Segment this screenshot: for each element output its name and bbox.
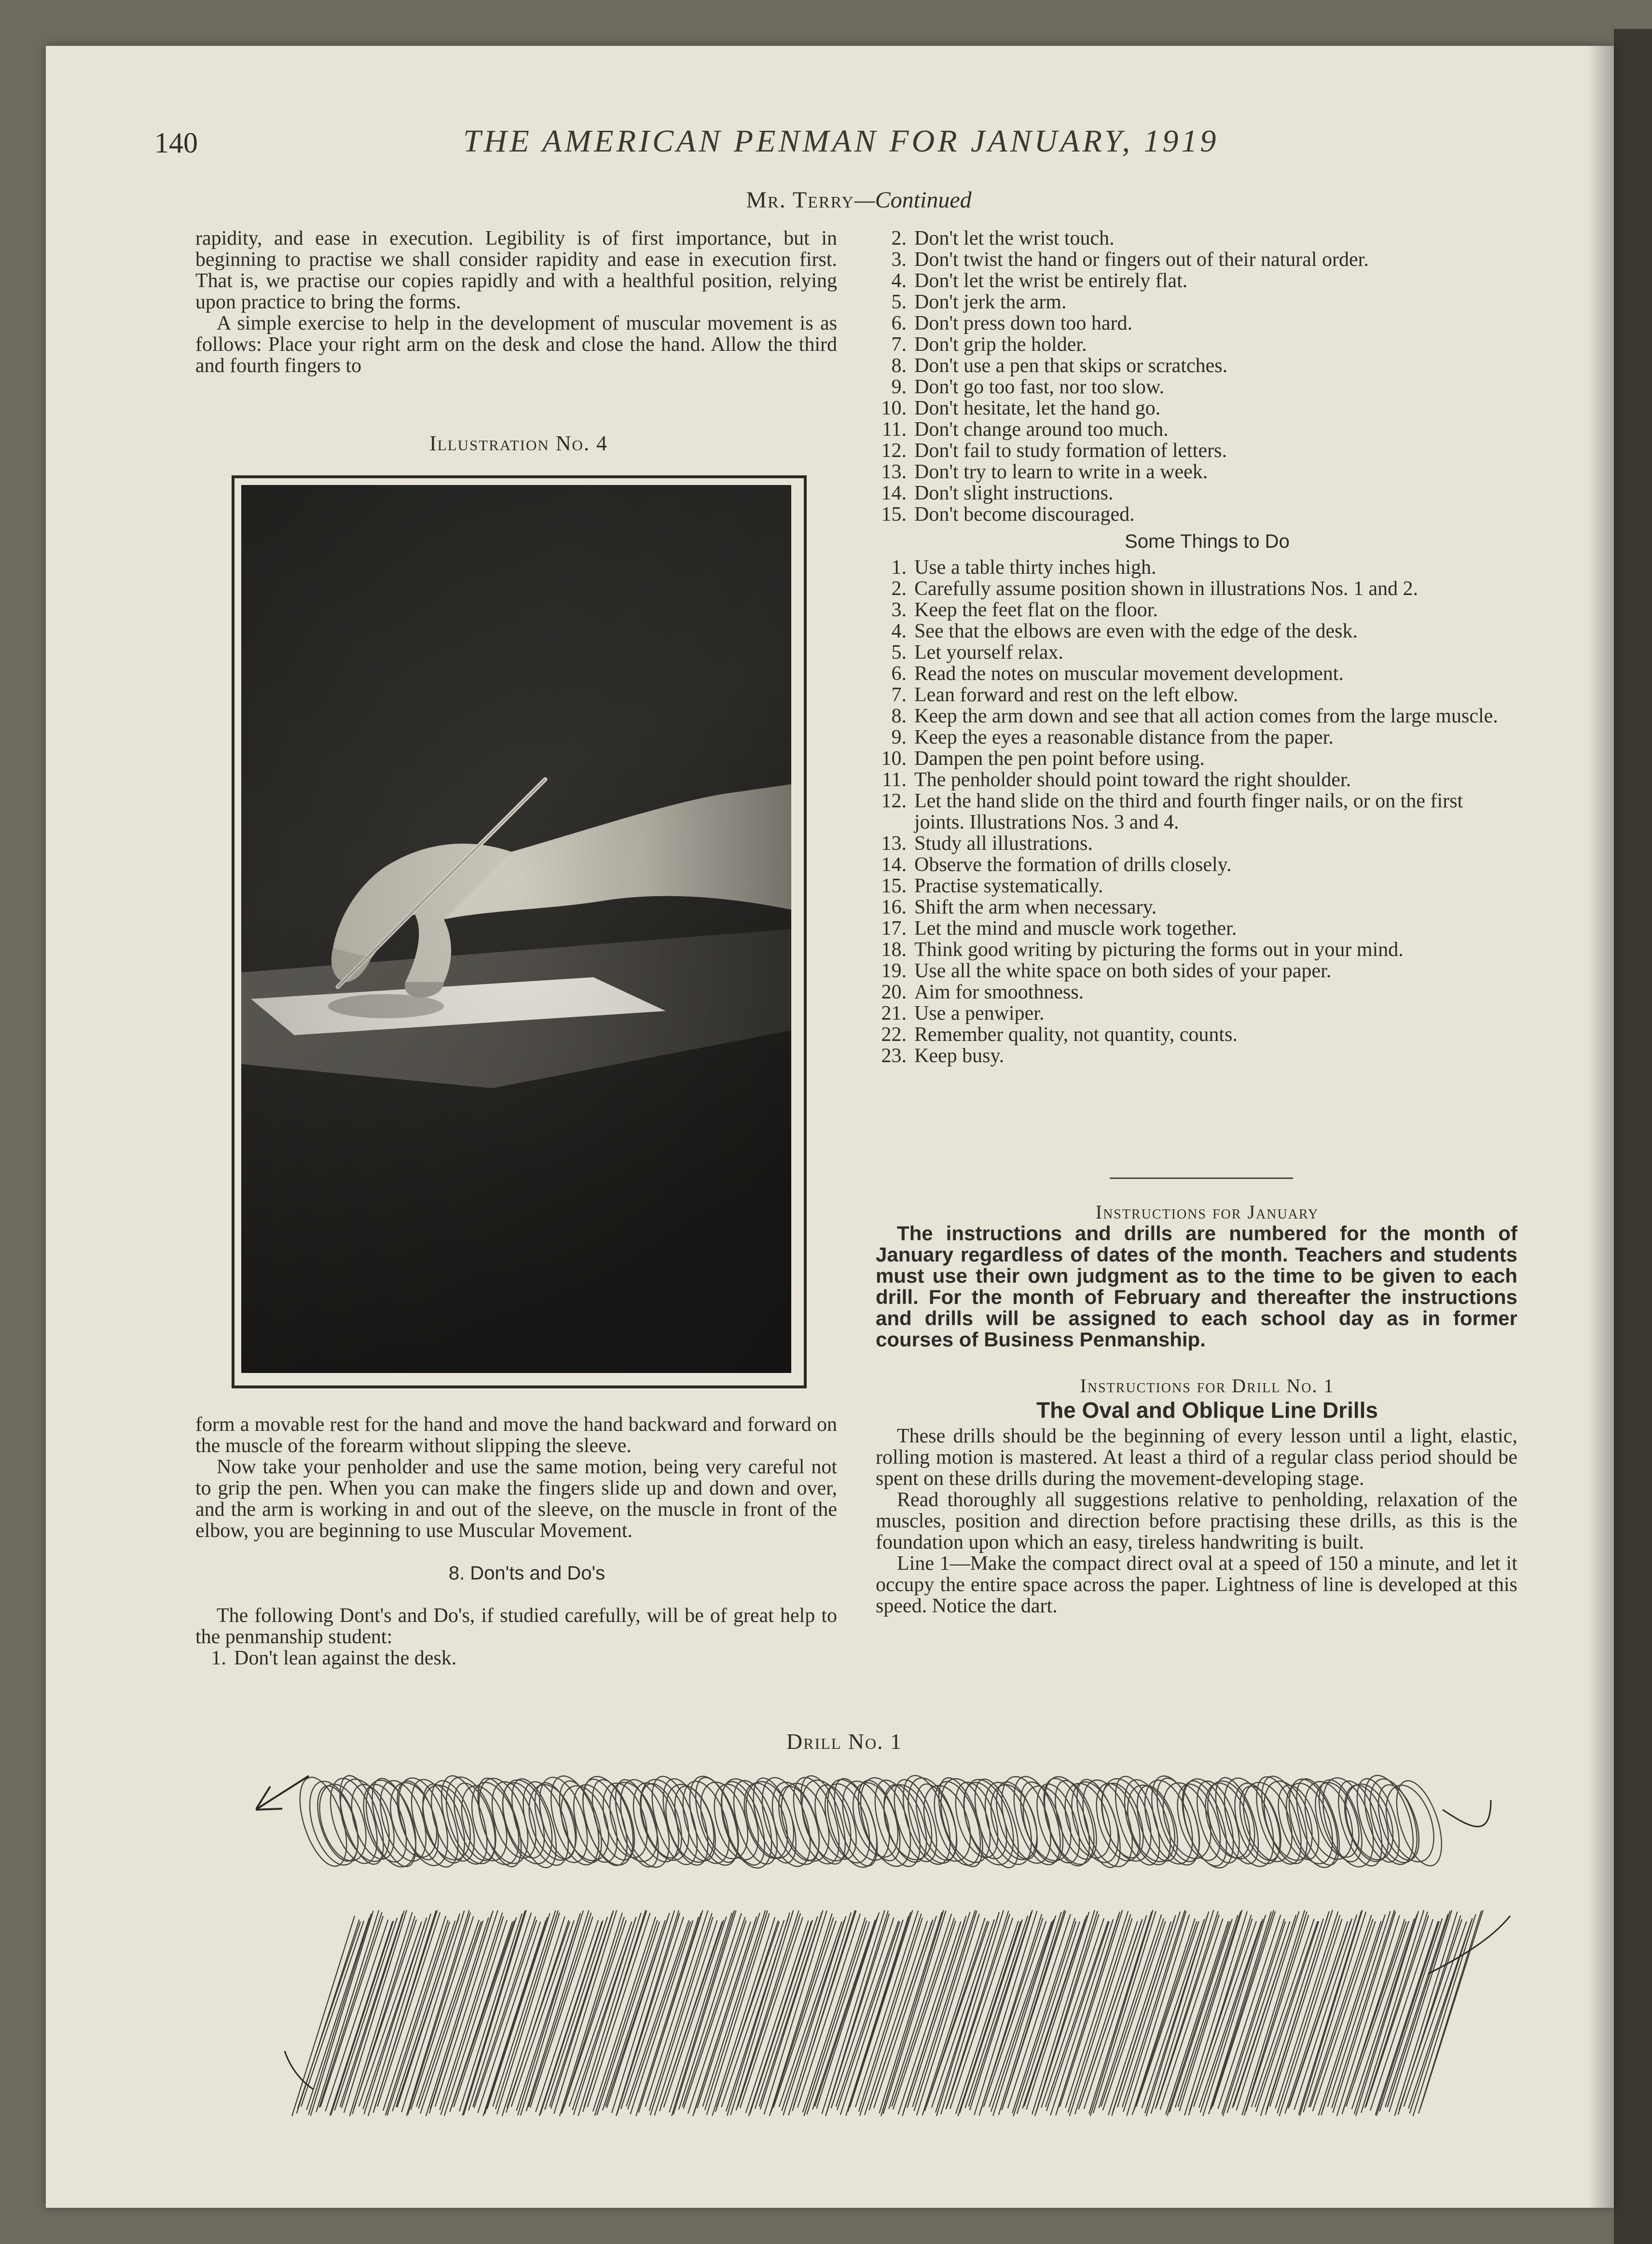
list-item-text: Don't let the wrist touch.: [914, 227, 1115, 249]
oblique-stroke: [334, 1918, 397, 2111]
right-column: [876, 228, 1517, 1067]
list-item-text: Read the notes on muscular movement development.: [914, 663, 1344, 685]
list-item-text: Study all illustrations.: [914, 832, 1093, 855]
oblique-stroke: [703, 1911, 766, 2107]
oblique-stroke: [1218, 1915, 1280, 2109]
left-column-intro: [195, 228, 837, 376]
list-item: [876, 557, 1517, 578]
list-item-text: Don't hesitate, let the hand go.: [914, 397, 1161, 419]
oblique-stroke: [697, 1913, 760, 2108]
list-item-number: 7.: [891, 684, 907, 706]
oblique-line-drill: [292, 1910, 1483, 2116]
hand-writing-photo-image: [241, 485, 791, 1373]
donts-and-dos-heading: 8. Don'ts and Do's: [448, 1563, 606, 1584]
list-item-number: 4.: [891, 620, 907, 642]
donts-list-start: [195, 1648, 837, 1669]
list-item-number: 14.: [881, 854, 907, 876]
oblique-stroke: [730, 1911, 793, 2115]
list-item-number: 6.: [891, 663, 907, 685]
list-item: [876, 270, 1517, 291]
list-item: [876, 228, 1517, 249]
list-item-text: Let yourself relax.: [914, 641, 1064, 664]
oblique-stroke: [578, 1913, 641, 2116]
list-item-number: 2.: [891, 227, 907, 249]
oval-stroke: [816, 1778, 878, 1868]
oblique-stroke: [1395, 1912, 1458, 2116]
drill-illustration: [256, 1757, 1520, 2133]
oblique-stroke: [965, 1916, 1028, 2108]
book-spine: [1614, 29, 1652, 2244]
oval-stroke: [611, 1774, 678, 1873]
drill1-heading: Instructions for Drill No. 1: [1080, 1375, 1335, 1397]
dos-list: [876, 557, 1517, 1067]
january-section: [876, 1202, 1517, 1617]
list-item: [876, 461, 1517, 483]
list-item-text: Practise systematically.: [914, 875, 1103, 897]
list-item: [876, 748, 1517, 769]
list-item-number: 23.: [881, 1045, 907, 1067]
list-item: [876, 578, 1517, 599]
list-item-text: Don't press down too hard.: [914, 312, 1133, 334]
list-item-number: 17.: [881, 917, 907, 940]
oblique-stroke: [1337, 1915, 1400, 2116]
illustration-frame: [232, 475, 807, 1388]
january-instructions: The instructions and drills are numbered for the month of January regardless of dates of the month. Teachers and students must use their own judgment as to the time to be given to each drill. For the month of February and thereafter the instructions and drills will be assigned to each school day as in former courses of Business Penmanship.: [876, 1222, 1517, 1351]
illustration-caption: Illustration No. 4: [429, 431, 608, 455]
oblique-stroke: [1227, 1921, 1290, 2113]
list-item-number: 10.: [881, 748, 907, 770]
oblique-stroke: [1167, 1921, 1230, 2116]
list-item-text: Don't fail to study formation of letters.: [914, 440, 1227, 462]
list-item: [876, 249, 1517, 270]
list-item: [876, 684, 1517, 706]
list-item-number: 5.: [891, 291, 907, 313]
list-item: [876, 1024, 1517, 1045]
list-item: [876, 642, 1517, 663]
list-item-text: Don't go too fast, nor too slow.: [914, 376, 1165, 398]
oblique-stroke: [536, 1920, 598, 2112]
list-item-number: 9.: [891, 726, 907, 748]
oblique-stroke: [893, 1921, 956, 2109]
list-item: [876, 663, 1517, 684]
continued-word: —Continued: [854, 187, 972, 213]
list-item-number: 3.: [891, 599, 907, 621]
paragraph: rapidity, and ease in execution. Legibility is of first importance, but in beginning to practise we shall consider rapidity and ease in execution first. That is, we practise our copies rapidly and with a healthful position, relying upon practice to bring the forms.: [195, 227, 837, 313]
running-title: THE AMERICAN PENMAN FOR JANUARY, 1919: [463, 124, 1219, 159]
paragraph: A simple exercise to help in the development of muscular movement is as follows: Place your right arm on the desk and close the hand. Allow the third and fourth fingers to: [195, 312, 837, 377]
oblique-stroke: [435, 1910, 498, 2106]
list-item: [876, 1003, 1517, 1024]
list-item-text: Use a penwiper.: [914, 1002, 1045, 1025]
oblique-stroke: [941, 1910, 1004, 2114]
continued-line: [642, 187, 1076, 213]
dos-heading: Some Things to Do: [1125, 531, 1290, 552]
oblique-stroke: [1151, 1910, 1214, 2114]
paragraph: Line 1—Make the compact direct oval at a speed of 150 a minute, and let it occupy the entire space across the paper. Lightness of line is developed at this speed. Notice the dart.: [876, 1552, 1517, 1617]
oblique-stroke: [440, 1912, 502, 2110]
oblique-stroke: [368, 1913, 431, 2116]
list-item-number: 4.: [891, 270, 907, 292]
list-item-number: 22.: [881, 1024, 907, 1046]
paragraph: Read thoroughly all suggestions relative to penholding, relaxation of the muscles, position and direction before practising these drills, as this is the foundation upon which an easy, tireless handwriting is built.: [876, 1489, 1517, 1553]
list-item: [876, 291, 1517, 313]
list-item: 1. Don't lean against the desk.: [211, 1647, 457, 1669]
list-item-text: See that the elbows are even with the edge of the desk.: [914, 620, 1358, 642]
list-item-number: 2.: [891, 578, 907, 600]
list-item-text: Don't grip the holder.: [914, 333, 1087, 356]
list-item-text: Let the mind and muscle work together.: [914, 917, 1237, 940]
list-item: [876, 897, 1517, 918]
oblique-stroke: [782, 1920, 844, 2111]
oblique-stroke: [993, 1916, 1056, 2116]
list-item: [876, 483, 1517, 504]
list-item-number: 15.: [881, 875, 907, 897]
list-item: [876, 313, 1517, 334]
illustration-photo: [241, 485, 797, 1379]
list-item: [876, 939, 1517, 960]
list-item-number: 5.: [891, 641, 907, 664]
list-item-text: The penholder should point toward the right shoulder.: [914, 769, 1351, 791]
list-item-text: Think good writing by picturing the forms out in your mind.: [914, 939, 1404, 961]
list-item: [876, 918, 1517, 939]
oval-stroke: [680, 1771, 748, 1871]
oblique-stroke: [1420, 1910, 1483, 2108]
list-item-text: Don't change around too much.: [914, 418, 1169, 441]
oblique-stroke: [1413, 1914, 1476, 2116]
list-item-text: Keep the arm down and see that all action comes from the large muscle.: [914, 705, 1498, 727]
donts-list: [876, 228, 1517, 525]
oval-stroke: [493, 1774, 561, 1870]
paragraph: form a movable rest for the hand and move the hand backward and forward on the muscle of the forearm without slipping the sleeve.: [195, 1413, 837, 1457]
page-gutter-shadow: [1587, 46, 1614, 2208]
oblique-stroke: [454, 1917, 516, 2107]
list-item: [876, 706, 1517, 727]
oblique-stroke: [1032, 1910, 1095, 2115]
oblique-stroke: [688, 1922, 751, 2114]
list-item-number: 21.: [881, 1002, 907, 1025]
oblique-stroke: [478, 1922, 540, 2113]
oblique-stroke: [1242, 1910, 1305, 2115]
oblique-stroke: [487, 1913, 550, 2109]
section-rule: [1110, 1177, 1293, 1179]
list-item-number: 6.: [891, 312, 907, 334]
list-item-text: Keep the eyes a reasonable distance from the paper.: [914, 726, 1334, 748]
list-item: [876, 960, 1517, 982]
oblique-stroke: [493, 1911, 555, 2106]
list-item-number: 1.: [891, 556, 907, 579]
list-item-number: 8.: [891, 355, 907, 377]
list-item: [876, 790, 1517, 833]
paragraph: The following Dont's and Do's, if studied carefully, will be of great help to the penmanship student:: [195, 1605, 837, 1648]
list-item-number: 20.: [881, 981, 907, 1003]
oblique-stroke: [983, 1921, 1046, 2107]
list-item: [876, 875, 1517, 897]
oval-stroke: [1119, 1779, 1184, 1868]
list-item-text: Don't try to learn to write in a week.: [914, 461, 1208, 483]
list-item-number: 10.: [881, 397, 907, 419]
oblique-stroke: [980, 1918, 1043, 2112]
oval-exit-stroke: [1443, 1800, 1491, 1827]
oblique-stroke: [788, 1912, 851, 2116]
oblique-stroke: [1175, 1915, 1238, 2107]
list-item-number: 19.: [881, 960, 907, 982]
list-item-number: 3.: [891, 249, 907, 271]
list-item-number: 12.: [881, 440, 907, 462]
list-item: [876, 833, 1517, 854]
list-item-text: Remember quality, not quantity, counts.: [914, 1024, 1238, 1046]
list-item: [876, 334, 1517, 355]
list-item: [876, 376, 1517, 398]
oblique-stroke: [773, 1921, 836, 2108]
oblique-stroke: [974, 1911, 1037, 2115]
list-item: [876, 1045, 1517, 1067]
list-item: [876, 419, 1517, 440]
continued-author: Mr. Terry: [746, 187, 854, 213]
left-column-lower: [195, 1414, 837, 1669]
oblique-stroke: [755, 1916, 818, 2109]
oblique-stroke: [1385, 1914, 1448, 2107]
oblique-stroke: [292, 1916, 355, 2116]
list-item: [876, 621, 1517, 642]
list-item-number: 13.: [881, 461, 907, 483]
list-item-number: 13.: [881, 832, 907, 855]
list-item-number: 15.: [881, 503, 907, 526]
page-number: 140: [154, 127, 198, 159]
oblique-stroke: [1084, 1915, 1147, 2109]
oval-stroke: [1057, 1778, 1119, 1864]
list-item-text: Keep the feet flat on the floor.: [914, 599, 1158, 621]
list-item-text: Carefully assume position shown in illustrations Nos. 1 and 2.: [914, 578, 1418, 600]
oblique-stroke: [545, 1917, 607, 2110]
list-item-text: Observe the formation of drills closely.: [914, 854, 1232, 876]
list-item-text: Don't jerk the arm.: [914, 291, 1067, 313]
oblique-stroke: [874, 1916, 936, 2108]
list-item-text: Dampen the pen point before using.: [914, 748, 1205, 770]
paragraph: These drills should be the beginning of every lesson until a light, elastic, rolling motion is mastered. At least a third of a regular class period should be spent on these drills during the movement-developing stage.: [876, 1425, 1517, 1490]
list-item-text: Don't slight instructions.: [914, 482, 1114, 504]
list-item-text: Don't use a pen that skips or scratches.: [914, 355, 1228, 377]
list-item-number: 8.: [891, 705, 907, 727]
list-item-number: 14.: [881, 482, 907, 504]
list-item: [876, 982, 1517, 1003]
drill-caption: Drill No. 1: [786, 1729, 903, 1754]
list-item-text: Keep busy.: [914, 1045, 1005, 1067]
list-item-number: 11.: [882, 418, 907, 441]
list-item: [876, 769, 1517, 790]
list-item: [876, 398, 1517, 419]
list-item-text: Don't let the wrist be entirely flat.: [914, 270, 1188, 292]
oval-stroke: [290, 1772, 356, 1871]
list-item-number: 18.: [881, 939, 907, 961]
paragraph: Now take your penholder and use the same motion, being very careful not to grip the pen. When you can make the fingers slide up and down and over, and the arm is working in and out of the sleeve, on the muscle in front of the elbow, you are beginning to use Muscular Movement.: [195, 1456, 837, 1542]
list-item: [876, 854, 1517, 875]
list-item: [876, 440, 1517, 461]
oblique-stroke: [1404, 1922, 1467, 2107]
list-item-number: 12.: [881, 790, 907, 812]
list-item-text: Don't twist the hand or fingers out of their natural order.: [914, 249, 1369, 271]
list-item: [876, 599, 1517, 621]
list-item-text: Shift the arm when necessary.: [914, 896, 1157, 918]
oblique-stroke: [912, 1910, 975, 2107]
list-item: [876, 504, 1517, 525]
oblique-stroke: [1379, 1918, 1442, 2111]
list-item: [876, 355, 1517, 376]
list-item-text: Don't become discouraged.: [914, 503, 1135, 526]
oblique-stroke: [664, 1917, 727, 2108]
oval-stroke: [1377, 1779, 1443, 1868]
january-heading: Instructions for January: [1095, 1201, 1319, 1223]
oval-drill: [290, 1770, 1450, 1874]
list-item: [876, 727, 1517, 748]
list-item-text: Let the hand slide on the third and fourth finger nails, or on the first joints. Illustrations Nos. 3 and 4.: [914, 790, 1463, 833]
list-item-number: 11.: [882, 769, 907, 791]
drill1-title: The Oval and Oblique Line Drills: [1036, 1398, 1378, 1423]
list-item-text: Use all the white space on both sides of your paper.: [914, 960, 1332, 982]
oblique-stroke: [840, 1920, 903, 2115]
list-item-text: Aim for smoothness.: [914, 981, 1084, 1003]
oblique-stroke: [1194, 1921, 1256, 2106]
oblique-stroke: [1361, 1910, 1424, 2113]
list-item-text: Use a table thirty inches high.: [914, 556, 1156, 579]
list-item-number: 9.: [891, 376, 907, 398]
list-item-number: 7.: [891, 333, 907, 356]
oblique-stroke: [630, 1920, 693, 2114]
oblique-stroke: [684, 1921, 746, 2109]
oblique-stroke: [1184, 1912, 1247, 2116]
list-item-number: 16.: [881, 896, 907, 918]
list-item-text: Lean forward and rest on the left elbow.: [914, 684, 1239, 706]
oblique-stroke: [1203, 1915, 1266, 2116]
oblique-stroke: [649, 1913, 712, 2111]
